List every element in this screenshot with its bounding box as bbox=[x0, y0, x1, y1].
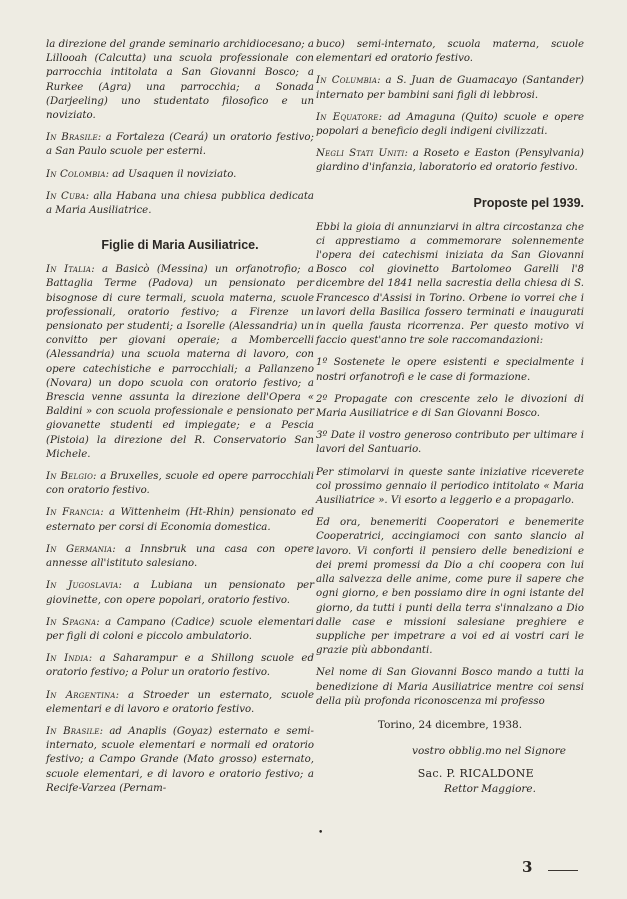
signer-name: Sac. P. RICALDONE bbox=[417, 766, 534, 780]
closing-formula: vostro obblig.mo nel Signore bbox=[412, 744, 566, 757]
recommendation-3: 3º Date il vostro generoso contributo per ultimare i lavori del Santuario. bbox=[316, 430, 584, 456]
fma-equatore-paragraph: In Equatore: ad Amaguna (Quito) scuole e opere popolari a beneficio degli indigeni civilizzati. bbox=[316, 111, 584, 138]
salesian-india-paragraph: la direzione del grande seminario archidiocesano; a Lillooah (Calcutta) una scuola professionale con parrocchia intitolata a San Giovanni Bosco; a Rurkee (Agra) una parrocchia; a Sonada (Darjeeling) uno studentato filosofico e un noviziato. bbox=[46, 39, 314, 122]
fma-spagna-paragraph: In Spagna: a Campano (Cadice) scuole elementari per figli di coloni e piccolo ambulatorio. bbox=[46, 616, 314, 642]
fma-italia-paragraph: In Italia: a Basicò (Messina) un orfanotrofio; a Battaglia Terme (Padova) un pensionato per bisognose di cure termali, scuola materna, scuole professionali, oratorio festivo; a Firenze un pensionato per studenti; a Isorelle (Alessandria) un convitto per giovani operaie; a Mombercelli (Alessandria) una scuola materna di lavoro, con opere catechistiche e parrocchiali; a Pallanzeno (Novara) un dopo scuola con oratorio festivo; a Brescia venne assunta la direzione dell'Opera « Baldini » con scuola professionale e pensionato per giovanette studenti ed impiegate; e a Pescia (Pistoia) la direzione del R. Conservatorio San Michele. bbox=[46, 264, 314, 460]
salesian-brasile-paragraph: In Brasile: a Fortaleza (Ceará) un oratorio festivo; a San Paulo scuole per esterni. bbox=[46, 132, 314, 158]
fma-brasile-continued-paragraph: buco) semi-internato, scuola materna, scuole elementari ed oratorio festivo. bbox=[316, 39, 584, 65]
right-column bbox=[316, 38, 584, 795]
page-number-dash bbox=[548, 870, 578, 871]
fma-argentina-paragraph: In Argentina: a Stroeder un esternato, scuole elementari e di lavoro e oratorio festivo. bbox=[46, 689, 314, 715]
recommendation-2: 2º Propagate con crescente zelo le divozioni di Maria Ausiliatrice e di San Giovanni Bosco. bbox=[316, 393, 584, 420]
fma-francia-paragraph: In Francia: a Wittenheim (Ht-Rhin) pensionato ed esternato per corsi di Economia domestica. bbox=[46, 507, 314, 533]
proposte-intro-paragraph: Ebbi la gioia di annunziarvi in altra circostanza che ci apprestiamo a commemorare solennemente l'opera dei catechismi iniziata da San Giovanni Bosco col giovinetto Bartolomeo Garelli l'8 dicembre del 1841 nella sacrestia della chiesa di S. Francesco d'Assisi in Torino. Orbene io vorrei che i lavori della Basilica fossero terminati e inaugurati in quella fausta ricorrenza. Per questo motivo vi faccio quest'anno tre sole raccomandazioni: bbox=[316, 221, 584, 347]
left-column bbox=[46, 38, 314, 804]
salesian-cuba-paragraph: In Cuba: alla Habana una chiesa pubblica dedicata a Maria Ausiliatrice. bbox=[46, 190, 315, 217]
bullet-mark: • bbox=[318, 828, 324, 838]
date-line: Torino, 24 dicembre, 1938. bbox=[377, 718, 523, 731]
periodico-paragraph: Per stimolarvi in queste sante iniziative riceverete col prossimo gennaio il periodico intitolato « Maria Ausiliatrice ». Vi esorto a leggerlo e a propagarlo. bbox=[316, 466, 584, 507]
fma-belgio-paragraph: In Belgio: a Bruxelles, scuole ed opere parrocchiali con oratorio festivo. bbox=[46, 471, 314, 497]
fma-columbia-paragraph: In Columbia: a S. Juan de Guamacayo (Santander) internato per bambini sani figli di lebbrosi. bbox=[316, 75, 585, 101]
fma-germania-paragraph: In Germania: a Innsbruk una casa con opere annesse all'istituto salesiano. bbox=[46, 543, 314, 570]
section-heading-proposte: Proposte pel 1939. bbox=[473, 195, 584, 210]
fma-brasile-paragraph: In Brasile: ad Anaplis (Goyaz) esternato e semi-internato, scuole elementari e normali ed oratorio festivo; a Campo Grande (Mato grosso) esternato, scuole elementari, e di lavoro e oratorio festivo; a Recife-Varzea (Pernam- bbox=[46, 725, 314, 794]
section-heading-figlie: Figlie di Maria Ausiliatrice. bbox=[101, 238, 259, 253]
benedizione-paragraph: Nel nome di San Giovanni Bosco mando a tutti la benedizione di Maria Ausiliatrice mentre coi sensi della più profonda riconoscenza mi professo bbox=[316, 667, 584, 707]
recommendation-1: 1º Sostenete le opere esistenti e specialmente i nostri orfanotrofi e le case di formazione. bbox=[316, 357, 584, 383]
page-number: 3 bbox=[522, 858, 533, 876]
signer-title: Rettor Maggiore. bbox=[444, 782, 536, 795]
salesian-colombia-paragraph: In Colombia: ad Usaquen il noviziato. bbox=[46, 168, 237, 180]
fma-stati-uniti-paragraph: Negli Stati Uniti: a Roseto e Easton (Pensylvania) giardino d'infanzia, laboratorio ed oratorio festivo. bbox=[316, 148, 584, 174]
cooperatori-paragraph: Ed ora, benemeriti Cooperatori e benemerite Cooperatrici, accingiamoci con santo slancio al lavoro. Vi conforti il pensiero delle benedizioni e dei premi promessi da Dio a chi coopera con lui alla salvezza delle anime, come pure il sapere che ogni giorno, e ben possiamo dire in ogni istante del giorno, da tutti i punti della terra s'innalzano a Dio dalle case e missioni salesiane preghiere e suppliche per impetrare a voi ed ai vostri cari le grazie più abbondanti. bbox=[316, 517, 584, 657]
fma-jugoslavia-paragraph: In Jugoslavia: a Lubiana un pensionato per giovinette, con opere popolari, oratorio festivo. bbox=[46, 580, 314, 606]
fma-india-paragraph: In India: a Saharampur e a Shillong scuole ed oratorio festivo; a Polur un oratorio festivo. bbox=[46, 653, 314, 679]
